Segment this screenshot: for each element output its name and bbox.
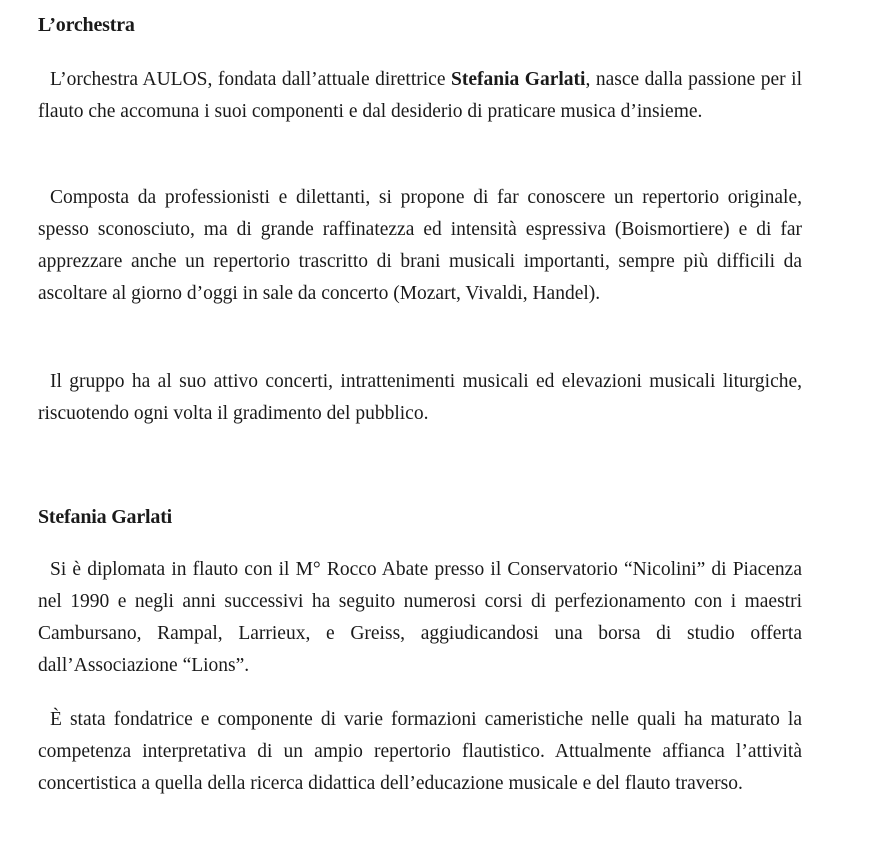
paragraph-orchestra-intro <box>38 64 802 128</box>
paragraph-garlati-career: È stata fondatrice e componente di varie formazioni cameristiche nelle quali ha maturato la competenza interpretativa di un ampio repertorio flautistico. Attualmente affianca l’attività concertistica a quella della ricerca didattica dell’educazione musicale e del flauto traverso. <box>38 709 802 794</box>
section-title-orchestra: L’orchestra <box>38 14 135 36</box>
paragraph-text: , nasce dalla passione per il flauto che accomuna i suoi componenti e dal desiderio di praticare musica d’insieme. <box>38 69 802 122</box>
paragraph-orchestra-activity: Il gruppo ha al suo attivo concerti, intrattenimenti musicali ed elevazioni musicali liturgiche, riscuotendo ogni volta il gradimento del pubblico. <box>38 371 802 424</box>
section-title-garlati: Stefania Garlati <box>38 506 173 528</box>
paragraph-text: L’orchestra AULOS, fondata dall’attuale direttrice <box>50 69 452 90</box>
paragraph-orchestra-repertoire: Composta da professionisti e dilettanti, si propone di far conoscere un repertorio originale, spesso sconosciuto, ma di grande raffinatezza ed intensità espressiva (Boismortiere) e di far apprezzare anche un repertorio trascritto di brani musicali importanti, sempre più difficili da ascoltare al giorno d’oggi in sale da concerto (Mozart, Vivaldi, Handel). <box>38 187 802 304</box>
paragraph-garlati-education: Si è diplomata in flauto con il M° Rocco Abate presso il Conservatorio “Nicolini” di Piacenza nel 1990 e negli anni successivi ha seguito numerosi corsi di perfezionamento con i maestri Cambursano, Rampal, Larrieux, e Greiss, aggiudicandosi una borsa di studio offerta dall’Associazione “Lions”. <box>38 559 802 676</box>
director-name: Stefania Garlati <box>451 69 586 90</box>
